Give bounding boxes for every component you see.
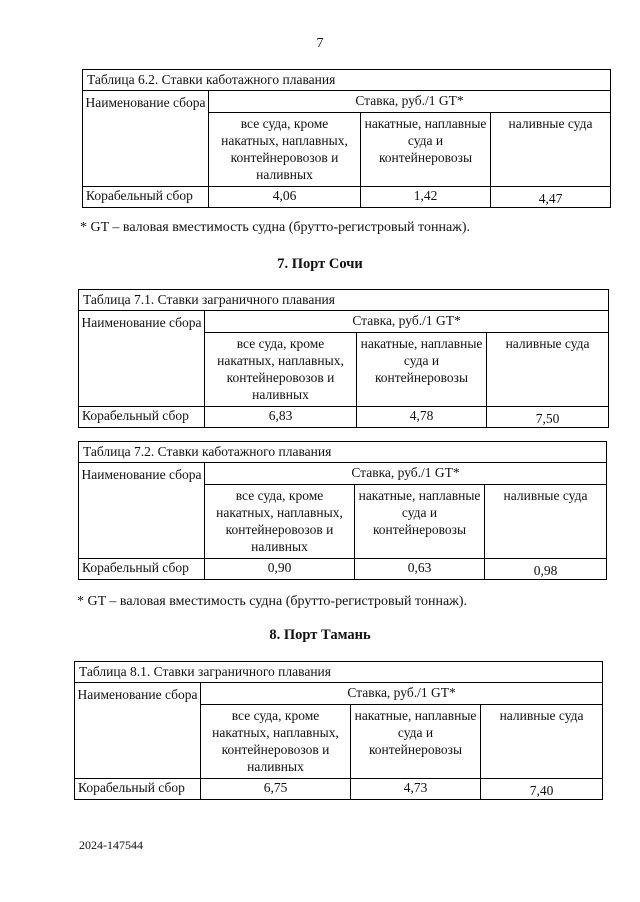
rate-header: Ставка, руб./1 GT* xyxy=(205,311,609,333)
value-roro-container: 1,42 xyxy=(361,187,491,208)
table-title: Таблица 6.2. Ставки каботажного плавания xyxy=(83,70,611,91)
table-6-2 xyxy=(82,69,611,208)
value-general: 6,75 xyxy=(201,779,351,800)
category-general: все суда, кроме накатных, наплавных, контейнеровозов и наливных xyxy=(205,485,355,559)
category-general: все суда, кроме накатных, наплавных, контейнеровозов и наливных xyxy=(209,113,361,187)
value-roro-container: 4,73 xyxy=(351,779,481,800)
section-heading-taman: 8. Порт Тамань xyxy=(269,627,371,643)
category-general: все суда, кроме накатных, наплавных, контейнеровозов и наливных xyxy=(201,705,351,779)
category-roro-container: накатные, наплавные суда и контейнеровозы xyxy=(357,333,487,407)
row-label: Корабельный сбор xyxy=(79,559,205,580)
row-label: Корабельный сбор xyxy=(79,407,205,428)
category-general: все суда, кроме накатных, наплавных, контейнеровозов и наливных xyxy=(205,333,357,407)
footnote: * GT – валовая вместимость судна (брутто-регистровый тоннаж). xyxy=(80,220,470,235)
value-tanker: 7,50 xyxy=(487,407,609,428)
value-general: 0,90 xyxy=(205,559,355,580)
value-roro-container: 4,78 xyxy=(357,407,487,428)
category-tanker: наливные суда xyxy=(485,485,607,559)
table-title: Таблица 7.1. Ставки заграничного плавания xyxy=(79,290,609,311)
name-header: Наименование сбора xyxy=(79,463,205,559)
category-roro-container: накатные, наплавные суда и контейнеровозы xyxy=(361,113,491,187)
name-header: Наименование сбора xyxy=(79,311,205,407)
table-title: Таблица 7.2. Ставки каботажного плавания xyxy=(79,442,607,463)
value-tanker: 7,40 xyxy=(481,779,603,800)
category-tanker: наливные суда xyxy=(487,333,609,407)
rate-header: Ставка, руб./1 GT* xyxy=(205,463,607,485)
section-heading-sochi: 7. Порт Сочи xyxy=(277,256,363,272)
value-general: 4,06 xyxy=(209,187,361,208)
row-label: Корабельный сбор xyxy=(83,187,209,208)
rate-header: Ставка, руб./1 GT* xyxy=(209,91,611,113)
table-7-2 xyxy=(78,441,607,580)
value-roro-container: 0,63 xyxy=(355,559,485,580)
table-title: Таблица 8.1. Ставки заграничного плавания xyxy=(75,662,603,683)
category-tanker: наливные суда xyxy=(491,113,611,187)
table-7-1 xyxy=(78,289,609,428)
category-roro-container: накатные, наплавные суда и контейнеровозы xyxy=(355,485,485,559)
table-8-1 xyxy=(74,661,603,800)
document-number: 2024-147544 xyxy=(79,838,143,852)
value-tanker: 4,47 xyxy=(491,187,611,208)
category-tanker: наливные суда xyxy=(481,705,603,779)
category-roro-container: накатные, наплавные суда и контейнеровозы xyxy=(351,705,481,779)
name-header: Наименование сбора xyxy=(83,91,209,187)
page-number: 7 xyxy=(316,36,324,51)
name-header: Наименование сбора xyxy=(75,683,201,779)
row-label: Корабельный сбор xyxy=(75,779,201,800)
footnote: * GT – валовая вместимость судна (брутто-регистровый тоннаж). xyxy=(77,594,467,609)
value-tanker: 0,98 xyxy=(485,559,607,580)
rate-header: Ставка, руб./1 GT* xyxy=(201,683,603,705)
value-general: 6,83 xyxy=(205,407,357,428)
